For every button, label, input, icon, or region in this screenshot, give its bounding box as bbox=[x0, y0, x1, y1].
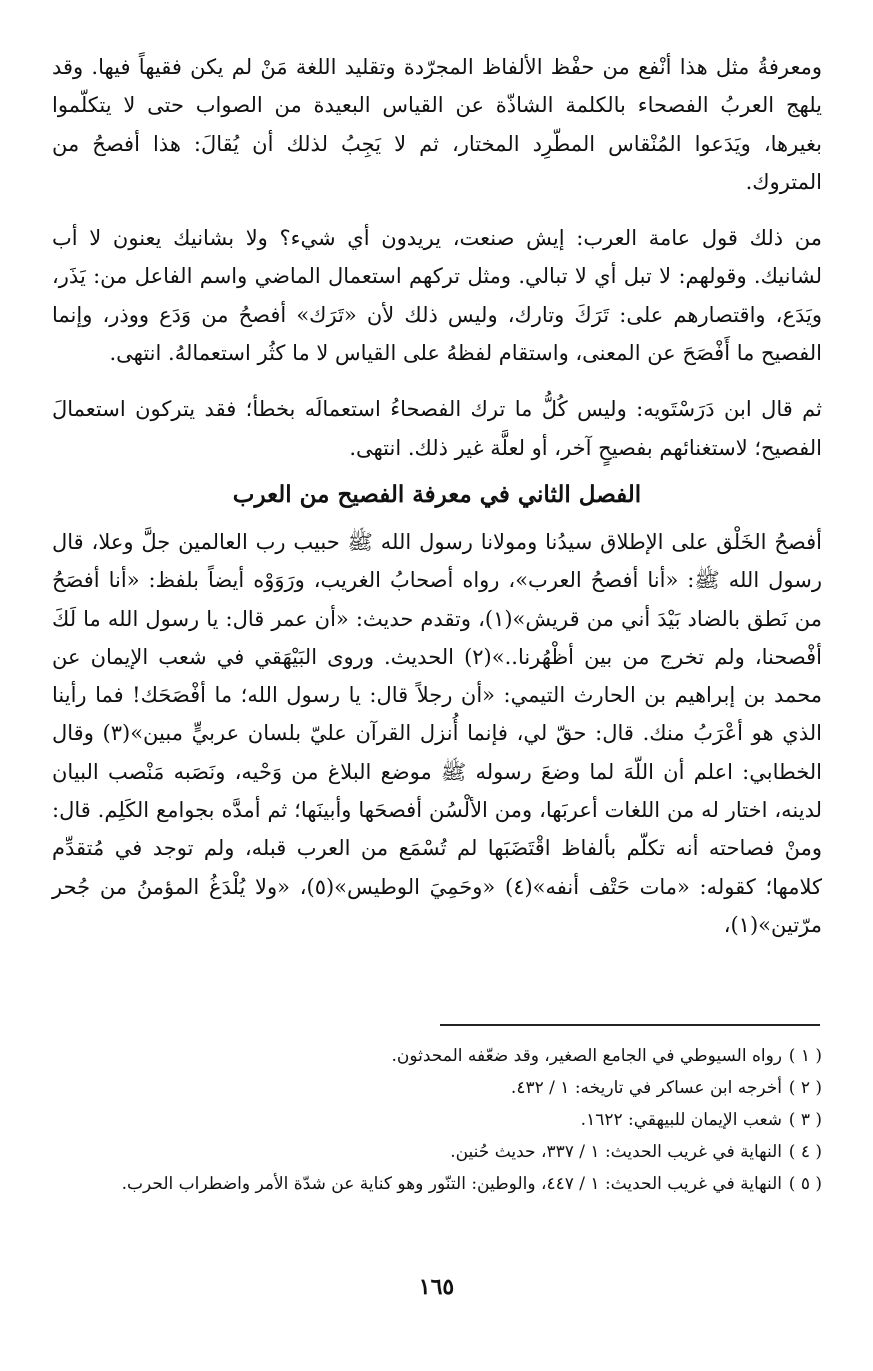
footnote-text: أخرجه ابن عساكر في تاريخه: ١ / ٤٣٢. bbox=[510, 1078, 782, 1098]
footnote-number: ( ٤ ) bbox=[788, 1142, 822, 1162]
page-number: ١٦٥ bbox=[418, 1274, 455, 1300]
section-heading: الفصل الثاني في معرفة الفصيح من العرب bbox=[232, 480, 642, 508]
footnote-4 bbox=[52, 1136, 822, 1168]
footnote-text: النهاية في غريب الحديث: ١ / ٤٤٧، والوطين: التنّور وهو كناية عن شدّة الأمر واضطراب الحرب. bbox=[121, 1174, 782, 1194]
footnote-number: ( ٥ ) bbox=[788, 1174, 822, 1194]
paragraph-2: من ذلك قول عامة العرب: إيش صنعت، يريدون أي شيء؟ ولا بشانيك يعنون لا أب لشانيك. وقولهم: لا تبل أي لا تبالي. ومثل تركهم استعمال الماضي واسم الفاعل من: يَذَر، ويَدَع، واقتصارهم على: تَرَكَ وتارك، وليس ذلك لأن «تَرَك» أفصحُ من وَدَع ووذر، وإنما الفصيح ما أَفْصَحَ عن المعنى، واستقام لفظهُ على القياس لا ما كثُر استعمالهُ. انتهى. bbox=[52, 226, 822, 366]
section-paragraph: أفصحُ الخَلْق على الإطلاق سيدُنا ومولانا رسول الله ﷺ حبيب رب العالمين جلَّ وعلا، قال رسول الله ﷺ: «أنا أفصحُ العرب»، رواه أصحابُ الغريب، ورَوَوْه أيضاً بلفظ: «أنا أفصَحُ من نَطق بالضاد بَيْدَ أني من قريش»(١)، وتقدم حديث: «أن عمر قال: يا رسول الله ما لَكَ أفْصحنا، ولم تخرج من بين أظْهُرنا..»(٢) الحديث. وروى البَيْهَقي في شعب الإيمان عن محمد بن إبراهيم بن الحارث التيمي: «أن رجلاً قال: يا رسول الله؛ ما أفْصَحَك! فما رأينا الذي هو أعْرَبُ منك. قال: حقّ لي، فإنما أُنزل القرآن عليّ بلسان عربيٍّ مبين»(٣) وقال الخطابي: اعلم أن اللّهَ لما وضعَ رسوله ﷺ موضع البلاغ من وَحْيه، ونَصَبه مَنْصب البيان لدينه، اختار له من اللغات أعربَها، ومن الألْسُن أفصحَها وأبينَها؛ ثم أمدَّه بجوامع الكَلِم. قال: ومنْ فصاحته أنه تكلّم بألفاظ اقْتَضَبَها لم تُسْمَع من العرب قبله، ولم توجد في مُتقدِّم كلامها؛ كقوله: «مات حَتْف أنفه»(٤) «وحَمِيَ الوطيس»(٥)، «ولا يُلْدَغُ المؤمنُ من جُحر مرّتين»(١)، bbox=[52, 529, 823, 937]
footnote-3 bbox=[52, 1104, 822, 1136]
footnote-divider bbox=[440, 1024, 820, 1026]
footnote-number: ( ٣ ) bbox=[788, 1110, 822, 1130]
footnote-text: رواه السيوطي في الجامع الصغير، وقد ضعّفه المحدثون. bbox=[391, 1046, 782, 1066]
footnote-text: النهاية في غريب الحديث: ١ / ٣٣٧، حديث حُنين. bbox=[450, 1142, 782, 1162]
footnote-number: ( ١ ) bbox=[788, 1046, 822, 1066]
footnote-number: ( ٢ ) bbox=[788, 1078, 822, 1098]
footnote-5 bbox=[52, 1168, 822, 1200]
footnote-2 bbox=[52, 1072, 822, 1104]
footnotes bbox=[52, 1040, 822, 1200]
page-body bbox=[52, 48, 822, 944]
paragraph-1: ومعرفةُ مثل هذا أنْفع من حفْظ الألفاظ المجرّدة وتقليد اللغة مَنْ لم يكن فقيهاً فيها. وقد يلهج العربُ الفصحاء بالكلمة الشاذّة عن القياس البعيدة من الصواب حتى لا يتكلّموا بغيرها، ويَدَعوا المُنْقاس المطّرِد المختار، ثم لا يَجِبُ لذلك أن يُقالَ: هذا أفصحُ من المتروك. bbox=[52, 55, 822, 194]
footnote-1 bbox=[52, 1040, 822, 1072]
paragraph-3: ثم قال ابن دَرَسْتَويه: وليس كُلُّ ما ترك الفصحاءُ استعمالَه بخطأ؛ فقد يتركون استعمالَ الفصيح؛ لاستغنائهم بفصيحٍ آخر، أو لعلَّة غير ذلك. انتهى. bbox=[52, 397, 822, 460]
footnote-text: شعب الإيمان للبيهقي: ١٦٢٢. bbox=[580, 1110, 782, 1130]
